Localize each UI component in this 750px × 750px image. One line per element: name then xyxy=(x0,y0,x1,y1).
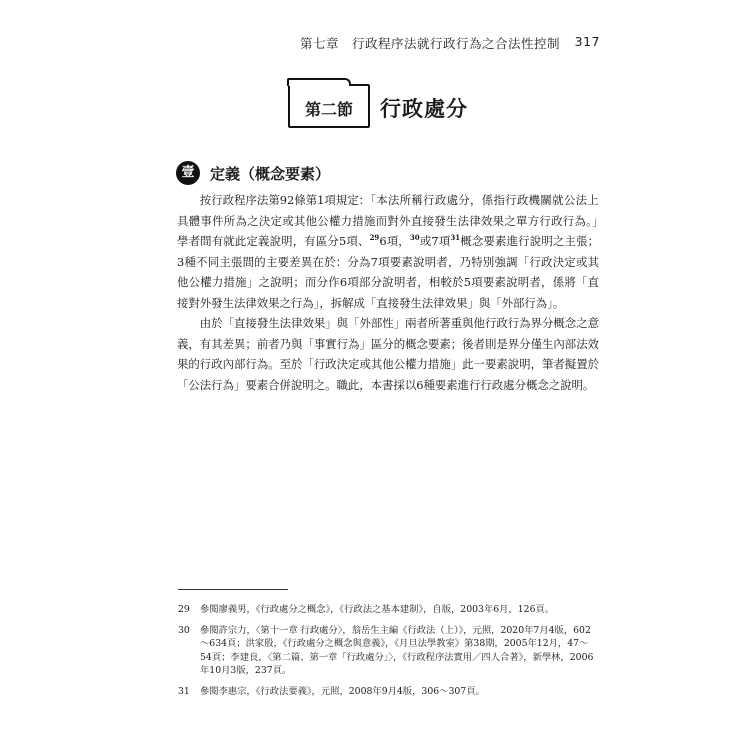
footnote-number: 31 xyxy=(178,685,190,697)
footnote-number: 29 xyxy=(178,604,190,615)
footnote-number: 30 xyxy=(178,624,190,636)
running-header xyxy=(300,34,600,52)
subsection-badge: 壹 xyxy=(176,161,200,185)
paragraph-text: 或7項 xyxy=(419,234,451,248)
footnote xyxy=(178,624,600,678)
footnote-text: 參閱廖義男，《行政處分之概念》，《行政法之基本建制》，自版，2003年6月，126頁。 xyxy=(200,604,555,615)
folder-tab-decoration xyxy=(287,78,351,86)
footnote-text: 參閱李惠宗，《行政法要義》，元照，2008年9月4版，306～307頁。 xyxy=(200,685,485,697)
footnotes xyxy=(178,603,600,705)
section-label-box xyxy=(288,84,370,128)
footnote xyxy=(178,603,600,617)
body-text xyxy=(177,190,604,395)
section-title: 行政處分 xyxy=(380,97,468,121)
section-label: 第二節 xyxy=(304,100,353,119)
paragraph xyxy=(177,190,604,313)
footnote-text: 參閱許宗力，〈第十一章 行政處分〉，翁岳生主編《行政法（上）》，元照，2020年7月4版，602～634頁；洪家殷，《行政處分之概念與意義》，《月旦法學教室》第38期，2005年12月，47～54頁；李建良，〈第二篇、第一章「行政處分」〉，《行政程序法實用／四人合著》，新學林，2006年10月3版，237頁。 xyxy=(200,624,594,676)
footnote-ref: 31 xyxy=(450,233,461,243)
paragraph-text: 6項， xyxy=(379,234,410,248)
paragraph: 由於「直接發生法律效果」與「外部性」兩者所著重與他行政行為界分概念之意義，有其差異；前者乃與「事實行為」區分的概念要素；後者則是界分僅生內部法效果的行政內部行為。至於「行政決定或其他公權力措施」此一要素說明，筆者擬置於「公法行為」要素合併說明之。職此，本書採以6種要素進行行政處分概念之說明。 xyxy=(177,316,599,392)
footnote-divider xyxy=(178,589,288,590)
paragraph-lead: 按行政程序法第92條第1項規定： xyxy=(199,193,371,207)
page-number: 317 xyxy=(574,34,600,49)
footnote xyxy=(178,685,600,699)
paragraph-text: 學者間有就此定義說明，有區分5項、 xyxy=(177,234,370,248)
statute-quote: 「本法所稱行政處分，係指行政機關就公法上具體事件所為之決定或其他公權力措施而對外直接發生法律效果之單方行政行為。」 xyxy=(177,193,604,228)
subsection-heading: 定義（概念要素） xyxy=(210,165,331,183)
paragraph-text: 概念要素進行說明之主張；3種不同主張間的主要差異在於：分為7項要素說明者，乃特別強調「行政決定或其他公權力措施」之說明；而分作6項部分說明者，相較於5項要素說明者，係將「直接對外發生法律效果之行為」，拆解成「直接發生法律效果」與「外部行為」。 xyxy=(177,234,599,310)
chapter-title: 第七章 行政程序法就行政行為之合法性控制 xyxy=(300,36,561,51)
footnote-ref: 30 xyxy=(409,233,420,243)
footnote-ref: 29 xyxy=(369,233,380,243)
